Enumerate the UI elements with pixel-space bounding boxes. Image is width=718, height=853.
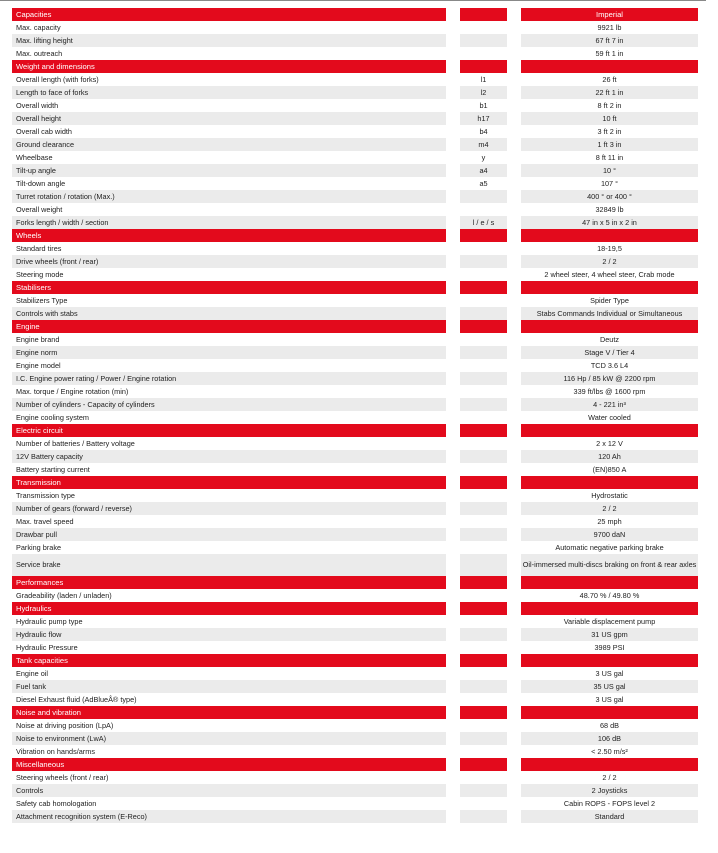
spec-symbol: h17 [477, 113, 490, 123]
section-unit-label [521, 476, 698, 489]
spec-label: Engine model [16, 360, 61, 370]
spec-row [12, 784, 698, 797]
section-unit-label [521, 320, 698, 333]
spec-symbol [460, 34, 507, 47]
section-title: Electric circuit [16, 425, 63, 435]
spec-symbol [460, 615, 507, 628]
spec-label: Gradeability (laden / unladen) [16, 590, 112, 600]
spec-row [12, 628, 698, 641]
spec-value: 106 dB [597, 733, 622, 743]
spec-symbol: b4 [479, 126, 488, 136]
spec-symbol [460, 47, 507, 60]
spec-value: 339 ft/lbs @ 1600 rpm [573, 386, 646, 396]
spec-label: Hydraulic pump type [16, 616, 83, 626]
spec-value: TCD 3.6 L4 [590, 360, 629, 370]
spec-row [12, 515, 698, 528]
spec-row [12, 411, 698, 424]
spec-row [12, 385, 698, 398]
section-title: Hydraulics [16, 603, 52, 613]
spec-symbol [460, 810, 507, 823]
spec-row [12, 615, 698, 628]
spec-label: Diesel Exhaust fluid (AdBlueÂ® type) [16, 694, 137, 704]
spec-value: 116 Hp / 85 kW @ 2200 rpm [563, 373, 656, 383]
spec-label: Drawbar pull [16, 529, 57, 539]
spec-row [12, 34, 698, 47]
spec-value: 22 ft 1 in [595, 87, 624, 97]
spec-value: Spider Type [590, 295, 629, 305]
spec-row [12, 203, 698, 216]
spec-value: 2 Joysticks [591, 785, 628, 795]
spec-value: Hydrostatic [591, 490, 628, 500]
spec-symbol [460, 437, 507, 450]
spec-label: Engine cooling system [16, 412, 90, 422]
spec-label: Controls [16, 785, 44, 795]
section-title: Miscellaneous [16, 759, 65, 769]
spec-value: 18-19,5 [597, 243, 622, 253]
spec-symbol [460, 784, 507, 797]
spec-label: Max. outreach [16, 48, 63, 58]
spec-value: 3 ft 2 in [597, 126, 622, 136]
spec-symbol [460, 203, 507, 216]
section-header [12, 758, 698, 771]
section-unit-label [521, 229, 698, 242]
section-title: Engine [16, 321, 40, 331]
spec-value: 47 in x 5 in x 2 in [582, 217, 637, 227]
spec-value: 35 US gal [593, 681, 626, 691]
spec-label: 12V Battery capacity [16, 451, 83, 461]
spec-symbol [460, 21, 507, 34]
spec-symbol [460, 307, 507, 320]
spec-symbol [460, 719, 507, 732]
section-unit-label [521, 424, 698, 437]
section-unit-label [521, 60, 698, 73]
spec-symbol [460, 255, 507, 268]
spec-label: Number of gears (forward / reverse) [16, 503, 132, 513]
spec-value: 3 US gal [595, 694, 624, 704]
spec-label: Stabilizers Type [16, 295, 68, 305]
spec-row [12, 216, 698, 229]
spec-label: Engine brand [16, 334, 60, 344]
spec-value: 31 US gpm [591, 629, 628, 639]
spec-row [12, 73, 698, 86]
spec-row [12, 732, 698, 745]
spec-value: Oil-immersed multi-discs braking on front & rear axles [522, 560, 697, 569]
spec-label: Max. torque / Engine rotation (min) [16, 386, 129, 396]
spec-value: Variable displacement pump [563, 616, 656, 626]
spec-row [12, 667, 698, 680]
spec-value: 1 ft 3 in [597, 139, 622, 149]
spec-value: 2 wheel steer, 4 wheel steer, Crab mode [544, 269, 675, 279]
section-unit-label [521, 576, 698, 589]
spec-label: Tilt-up angle [16, 165, 56, 175]
spec-symbol [460, 641, 507, 654]
spec-value: 400 ° or 400 ° [587, 191, 632, 201]
spec-symbol [460, 411, 507, 424]
spec-row [12, 268, 698, 281]
spec-label: Max. lifting height [16, 35, 73, 45]
spec-row [12, 294, 698, 307]
spec-row [12, 771, 698, 784]
spec-value: 107 ° [600, 178, 619, 188]
spec-value: Water cooled [588, 412, 631, 422]
spec-row [12, 125, 698, 138]
top-rule [0, 0, 706, 1]
section-header [12, 576, 698, 589]
spec-value: 67 ft 7 in [595, 35, 624, 45]
spec-symbol [460, 333, 507, 346]
spec-symbol [460, 732, 507, 745]
spec-row [12, 346, 698, 359]
spec-label: Overall width [16, 100, 59, 110]
spec-symbol [460, 745, 507, 758]
spec-value: 2 / 2 [602, 256, 617, 266]
spec-value: 3989 PSI [594, 642, 625, 652]
spec-table [12, 8, 698, 823]
spec-value: 25 mph [597, 516, 622, 526]
spec-label: Tilt-down angle [16, 178, 66, 188]
spec-symbol [460, 190, 507, 203]
spec-label: Controls with stabs [16, 308, 78, 318]
spec-label: Length to face of forks [16, 87, 89, 97]
spec-row [12, 372, 698, 385]
spec-value: 32849 lb [595, 204, 624, 214]
spec-row [12, 541, 698, 554]
spec-value: Cabin ROPS - FOPS level 2 [563, 798, 656, 808]
spec-row [12, 528, 698, 541]
spec-label: Service brake [16, 560, 61, 569]
spec-row [12, 47, 698, 60]
section-header [12, 281, 698, 294]
spec-value: (EN)850 A [592, 464, 627, 474]
spec-value: 48.70 % / 49.80 % [579, 590, 640, 600]
spec-symbol [460, 294, 507, 307]
spec-label: Steering mode [16, 269, 64, 279]
spec-row [12, 502, 698, 515]
spec-row [12, 463, 698, 476]
spec-symbol [460, 346, 507, 359]
spec-symbol: l2 [480, 87, 487, 97]
spec-row [12, 680, 698, 693]
spec-row [12, 450, 698, 463]
spec-symbol: l / e / s [472, 217, 495, 227]
spec-label: Hydraulic Pressure [16, 642, 78, 652]
spec-symbol [460, 528, 507, 541]
section-header [12, 424, 698, 437]
spec-value: 2 / 2 [602, 503, 617, 513]
spec-value: Stabs Commands Individual or Simultaneous [536, 308, 683, 318]
spec-value: 120 Ah [598, 451, 621, 461]
spec-label: I.C. Engine power rating / Power / Engine rotation [16, 373, 177, 383]
spec-symbol: y [481, 152, 486, 162]
section-header [12, 320, 698, 333]
spec-row [12, 745, 698, 758]
section-header [12, 8, 698, 21]
spec-row [12, 333, 698, 346]
section-title: Performances [16, 577, 64, 587]
spec-value: 3 US gal [595, 668, 624, 678]
spec-label: Engine norm [16, 347, 58, 357]
spec-label: Hydraulic flow [16, 629, 62, 639]
section-unit-label [521, 281, 698, 294]
spec-symbol [460, 771, 507, 784]
section-title: Tank capacities [16, 655, 68, 665]
spec-label: Transmission type [16, 490, 75, 500]
spec-row [12, 810, 698, 823]
section-header [12, 60, 698, 73]
spec-row [12, 554, 698, 576]
spec-value: Standard [594, 811, 625, 821]
spec-symbol [460, 268, 507, 281]
spec-value: Stage V / Tier 4 [584, 347, 635, 357]
section-title: Noise and vibration [16, 707, 82, 717]
spec-symbol [460, 797, 507, 810]
spec-row [12, 719, 698, 732]
section-unit-label [521, 602, 698, 615]
spec-symbol [460, 667, 507, 680]
spec-label: Steering wheels (front / rear) [16, 772, 109, 782]
spec-symbol [460, 554, 507, 576]
spec-symbol [460, 242, 507, 255]
spec-label: Safety cab homologation [16, 798, 97, 808]
spec-symbol [460, 359, 507, 372]
section-header [12, 706, 698, 719]
spec-symbol [460, 450, 507, 463]
spec-row [12, 151, 698, 164]
spec-label: Number of cylinders - Capacity of cylinders [16, 399, 155, 409]
spec-row [12, 164, 698, 177]
spec-value: 2 / 2 [602, 772, 617, 782]
spec-row [12, 255, 698, 268]
spec-label: Overall height [16, 113, 62, 123]
spec-value: 10 ft [602, 113, 617, 123]
spec-label: Turret rotation / rotation (Max.) [16, 191, 115, 201]
spec-row [12, 437, 698, 450]
spec-row [12, 589, 698, 602]
spec-row [12, 797, 698, 810]
spec-row [12, 398, 698, 411]
spec-label: Fuel tank [16, 681, 47, 691]
spec-label: Parking brake [16, 542, 62, 552]
spec-symbol [460, 515, 507, 528]
spec-row [12, 21, 698, 34]
spec-row [12, 99, 698, 112]
spec-value: Automatic negative parking brake [555, 542, 664, 552]
spec-symbol: l1 [480, 74, 487, 84]
spec-value: < 2.50 m/s² [591, 746, 628, 756]
spec-value: 4 - 221 in³ [593, 399, 626, 409]
spec-value: 2 x 12 V [596, 438, 623, 448]
spec-label: Forks length / width / section [16, 217, 109, 227]
spec-row [12, 307, 698, 320]
section-unit-label [521, 706, 698, 719]
spec-symbol [460, 463, 507, 476]
spec-label: Number of batteries / Battery voltage [16, 438, 135, 448]
section-header [12, 602, 698, 615]
section-title: Weight and dimensions [16, 61, 95, 71]
spec-label: Standard tires [16, 243, 62, 253]
spec-symbol [460, 589, 507, 602]
spec-value: Deutz [599, 334, 620, 344]
spec-label: Max. capacity [16, 22, 61, 32]
spec-label: Battery starting current [16, 464, 90, 474]
spec-value: 59 ft 1 in [595, 48, 624, 58]
spec-value: 10 ° [602, 165, 617, 175]
spec-row [12, 190, 698, 203]
spec-row [12, 242, 698, 255]
section-title: Capacities [16, 9, 52, 19]
section-unit-label: Imperial [595, 9, 623, 19]
spec-symbol [460, 502, 507, 515]
spec-symbol [460, 489, 507, 502]
section-header [12, 229, 698, 242]
spec-label: Overall length (with forks) [16, 74, 99, 84]
section-unit-label [521, 654, 698, 667]
spec-row [12, 112, 698, 125]
spec-label: Ground clearance [16, 139, 75, 149]
spec-symbol: a4 [479, 165, 488, 175]
spec-symbol [460, 541, 507, 554]
spec-label: Drive wheels (front / rear) [16, 256, 99, 266]
spec-symbol [460, 693, 507, 706]
spec-symbol: b1 [479, 100, 488, 110]
spec-label: Noise to environment (LwA) [16, 733, 107, 743]
spec-symbol [460, 628, 507, 641]
spec-row [12, 177, 698, 190]
spec-row [12, 489, 698, 502]
spec-symbol [460, 398, 507, 411]
spec-value: 8 ft 11 in [595, 152, 624, 162]
section-title: Transmission [16, 477, 61, 487]
spec-row [12, 138, 698, 151]
spec-symbol: m4 [478, 139, 489, 149]
spec-row [12, 359, 698, 372]
spec-value: 8 ft 2 in [597, 100, 622, 110]
spec-label: Wheelbase [16, 152, 53, 162]
spec-label: Max. travel speed [16, 516, 74, 526]
section-header [12, 476, 698, 489]
spec-symbol [460, 680, 507, 693]
section-title: Stabilisers [16, 282, 52, 292]
spec-value: 9700 daN [593, 529, 626, 539]
spec-label: Overall weight [16, 204, 63, 214]
spec-row [12, 693, 698, 706]
section-header [12, 654, 698, 667]
spec-label: Noise at driving position (LpA) [16, 720, 114, 730]
spec-label: Attachment recognition system (E-Reco) [16, 811, 147, 821]
spec-label: Vibration on hands/arms [16, 746, 95, 756]
spec-value: 68 dB [599, 720, 620, 730]
spec-symbol [460, 372, 507, 385]
spec-label: Engine oil [16, 668, 49, 678]
section-unit-label [521, 758, 698, 771]
spec-symbol [460, 385, 507, 398]
section-title: Wheels [16, 230, 42, 240]
spec-label: Overall cab width [16, 126, 72, 136]
spec-symbol: a5 [479, 178, 488, 188]
spec-value: 9921 lb [597, 22, 622, 32]
spec-row [12, 641, 698, 654]
spec-row [12, 86, 698, 99]
spec-value: 26 ft [602, 74, 617, 84]
